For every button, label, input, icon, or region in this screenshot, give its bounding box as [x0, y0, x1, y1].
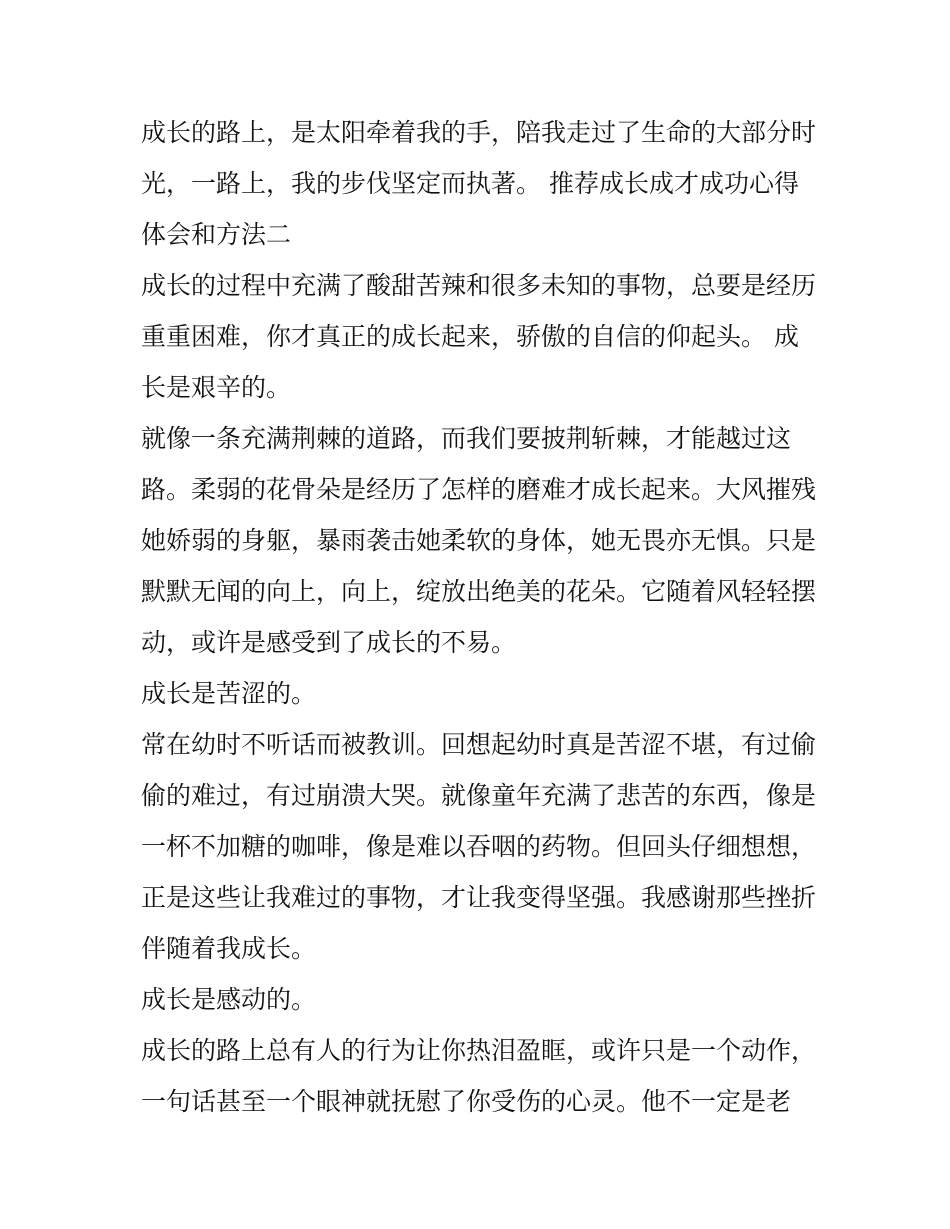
text-line: 一杯不加糖的咖啡，像是难以吞咽的药物。但回头仔细想想， [141, 832, 817, 861]
text-line: 动，或许是感受到了成长的不易。 [141, 628, 517, 657]
text-line: 长是艰辛的。 [141, 373, 292, 402]
text-line: 体会和方法二 [141, 220, 292, 249]
text-line: 重重困难，你才真正的成长起来，骄傲的自信的仰起头。 成 [141, 322, 799, 351]
text-line: 成长的路上，是太阳牵着我的手，陪我走过了生命的大部分时 [141, 118, 817, 147]
text-line: 偷的难过，有过崩溃大哭。就像童年充满了悲苦的东西，像是 [141, 781, 817, 810]
text-line: 路。柔弱的花骨朵是经历了怎样的磨难才成长起来。大风摧残 [141, 475, 817, 504]
text-line: 光，一路上，我的步伐坚定而执著。 推荐成长成才成功心得 [141, 169, 799, 198]
text-line: 她娇弱的身躯，暴雨袭击她柔软的身体，她无畏亦无惧。只是 [141, 526, 817, 555]
text-line: 成长是苦涩的。 [141, 679, 317, 708]
text-line: 伴随着我成长。 [141, 934, 317, 963]
text-line: 成长的路上总有人的行为让你热泪盈眶，或许只是一个动作， [141, 1036, 817, 1065]
text-line: 常在幼时不听话而被教训。回想起幼时真是苦涩不堪，有过偷 [141, 730, 817, 759]
text-line: 默默无闻的向上，向上，绽放出绝美的花朵。它随着风轻轻摆 [141, 577, 817, 606]
text-line: 成长是感动的。 [141, 985, 317, 1014]
document-body [141, 107, 831, 1127]
text-line: 正是这些让我难过的事物，才让我变得坚强。我感谢那些挫折 [141, 883, 817, 912]
text-line: 就像一条充满荆棘的道路，而我们要披荆斩棘，才能越过这 [141, 424, 792, 453]
text-line: 成长的过程中充满了酸甜苦辣和很多未知的事物，总要是经历 [141, 271, 817, 300]
text-line: 一句话甚至一个眼神就抚慰了你受伤的心灵。他不一定是老 [141, 1087, 792, 1116]
